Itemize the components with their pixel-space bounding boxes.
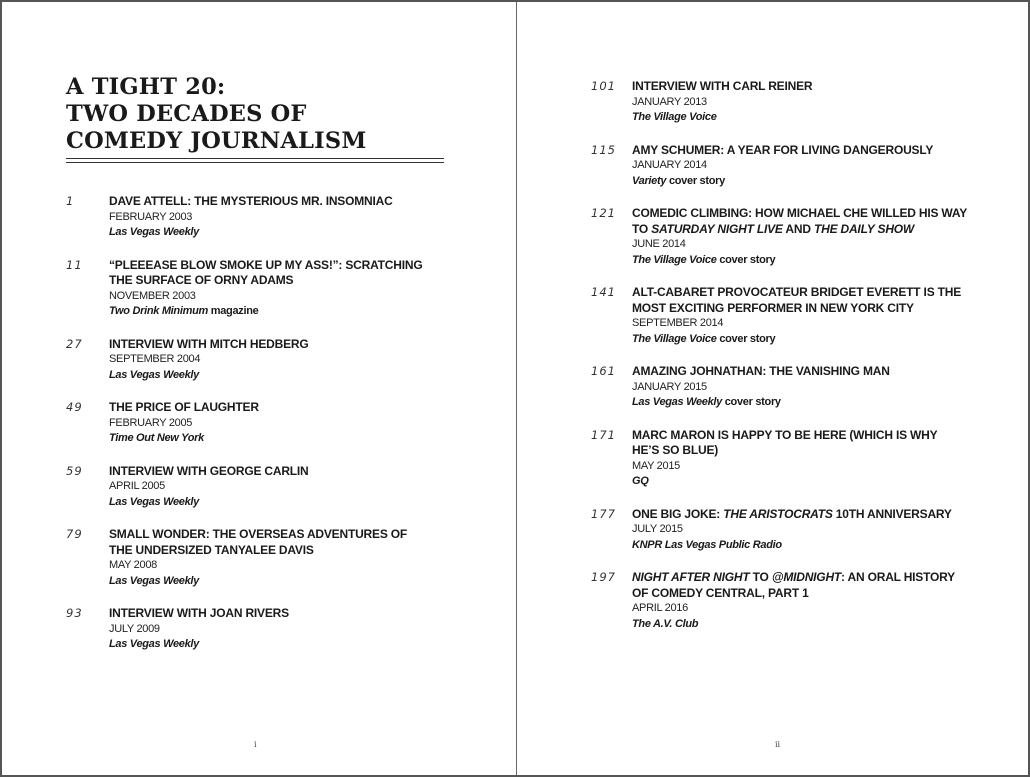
contents-entry <box>517 570 1028 632</box>
entry-publication: Las Vegas Weekly <box>109 574 199 587</box>
title-line: COMEDY JOURNALISM <box>66 128 367 154</box>
entry-body <box>109 606 429 653</box>
entry-publication: Variety <box>632 174 667 187</box>
entry-title <box>632 143 967 159</box>
entry-page-number: 101 <box>591 79 616 93</box>
entry-title-segment: : AN ORAL HISTORY OF COMEDY CENTRAL, PART 1 <box>632 570 955 600</box>
entry-page-number: 121 <box>591 206 616 220</box>
entry-publication: Two Drink Minimum <box>109 305 208 317</box>
entry-body <box>632 364 967 411</box>
entry-body <box>632 206 967 268</box>
entry-title <box>109 527 429 558</box>
entry-publication-note: magazine <box>208 305 259 317</box>
entry-body <box>109 527 429 589</box>
entry-page-number: 93 <box>66 606 83 620</box>
contents-entry <box>2 464 516 511</box>
entry-date: JULY 2015 <box>632 523 683 535</box>
entry-publication: The Village Voice <box>632 253 717 266</box>
entry-page-number: 177 <box>591 506 616 521</box>
title-line: TWO DECADES OF <box>66 101 307 127</box>
contents-list-left <box>2 194 516 670</box>
entry-publication-note: cover story <box>666 174 725 187</box>
entry-date: JUNE 2014 <box>632 238 686 250</box>
entry-title <box>109 606 429 622</box>
entry-title-italic-segment: THE ARISTOCRATS <box>723 506 833 521</box>
entry-page-number: 49 <box>66 400 83 414</box>
entry-body <box>632 285 967 347</box>
entry-date: SEPTEMBER 2014 <box>632 317 724 329</box>
entry-title-segment: “PLEEEASE BLOW SMOKE UP MY ASS!”: SCRATCHING THE SURFACE OF ORNY ADAMS <box>109 257 423 287</box>
entry-publication-note: cover story <box>721 396 781 408</box>
entry-title-segment: ONE BIG JOKE: <box>632 506 724 521</box>
contents-title <box>66 74 366 155</box>
contents-entry <box>517 507 1028 554</box>
entry-publication: The A.V. Club <box>632 617 699 630</box>
entry-title <box>632 428 967 459</box>
page-folio: ii <box>775 740 781 749</box>
entry-source <box>632 395 967 411</box>
entry-title <box>632 364 967 380</box>
contents-list-right <box>517 79 1028 649</box>
contents-entry <box>2 606 516 653</box>
right-page <box>517 2 1028 775</box>
entry-page-number: 11 <box>66 257 83 272</box>
entry-body <box>632 428 967 490</box>
entry-title-segment: THE PRICE OF LAUGHTER <box>109 400 259 414</box>
entry-title <box>109 400 429 416</box>
entry-title-segment: INTERVIEW WITH CARL REINER <box>632 79 813 93</box>
entry-title-segment: AMY SCHUMER: A YEAR FOR LIVING DANGEROUSLY <box>632 142 934 157</box>
contents-entry <box>517 285 1028 347</box>
entry-date: MAY 2008 <box>109 559 157 571</box>
entry-title-segment: INTERVIEW WITH GEORGE CARLIN <box>109 463 309 478</box>
entry-title <box>632 206 967 237</box>
entry-page-number: 141 <box>591 285 616 299</box>
entry-body <box>632 79 967 126</box>
entry-source <box>632 538 967 554</box>
entry-title <box>632 79 967 95</box>
entry-title <box>109 194 429 210</box>
entry-page-number: 79 <box>66 527 83 541</box>
entry-title-segment: MARC MARON IS HAPPY TO BE HERE (WHICH IS WHY HE’S SO BLUE) <box>632 427 938 457</box>
entry-date: APRIL 2016 <box>632 602 688 614</box>
entry-source <box>109 225 429 241</box>
entry-publication: Las Vegas Weekly <box>109 368 199 381</box>
entry-date: FEBRUARY 2005 <box>109 416 193 429</box>
entry-title <box>109 464 429 480</box>
entry-title-italic-segment: THE DAILY SHOW <box>813 221 915 236</box>
entry-publication: Las Vegas Weekly <box>632 396 722 408</box>
entry-body <box>109 194 429 241</box>
entry-title <box>109 337 429 353</box>
contents-entry <box>2 337 516 384</box>
entry-title-italic-segment: SATURDAY NIGHT LIVE <box>651 221 783 236</box>
entry-source <box>109 637 429 653</box>
entry-body <box>109 258 429 320</box>
title-double-rule <box>66 158 444 163</box>
entry-title-segment: INTERVIEW WITH JOAN RIVERS <box>109 606 289 620</box>
entry-publication: KNPR Las Vegas Public Radio <box>632 538 782 551</box>
entry-body <box>632 507 967 554</box>
title-line: A TIGHT 20: <box>66 74 226 100</box>
left-page <box>2 2 516 775</box>
entry-page-number: 27 <box>66 336 83 351</box>
entry-title <box>109 258 429 289</box>
entry-source <box>109 368 429 384</box>
entry-publication-note: cover story <box>716 253 776 266</box>
entry-page-number: 197 <box>591 570 616 584</box>
contents-entry <box>2 400 516 447</box>
entry-page-number: 59 <box>66 463 83 478</box>
entry-publication: GQ <box>632 475 649 487</box>
contents-entry <box>2 194 516 241</box>
entry-date: JANUARY 2014 <box>632 159 707 171</box>
entry-title-segment: AMAZING JOHNATHAN: THE VANISHING MAN <box>632 364 890 378</box>
entry-title-segment: TO <box>749 570 772 584</box>
entry-title <box>632 570 967 601</box>
entry-source <box>109 431 429 447</box>
entry-title-segment: COMEDIC CLIMBING: HOW MICHAEL CHE WILLED HIS WAY TO <box>632 206 967 236</box>
entry-page-number: 1 <box>66 194 75 208</box>
entry-source <box>109 304 429 320</box>
entry-date: JULY 2009 <box>109 622 160 635</box>
entry-source <box>632 253 967 269</box>
entry-source <box>632 617 967 633</box>
entry-title <box>632 285 967 316</box>
entry-body <box>632 143 967 190</box>
contents-entry <box>2 527 516 589</box>
entry-page-number: 171 <box>591 427 616 442</box>
contents-entry <box>517 79 1028 126</box>
entry-title-segment: AND <box>782 221 814 236</box>
contents-entry <box>517 428 1028 490</box>
entry-date: APRIL 2005 <box>109 480 165 492</box>
entry-date: JANUARY 2015 <box>632 380 707 393</box>
entry-publication: The Village Voice <box>632 111 717 123</box>
contents-entry <box>517 206 1028 268</box>
entry-title-italic-segment: NIGHT AFTER NIGHT <box>632 570 750 584</box>
entry-source <box>632 474 967 490</box>
entry-source <box>109 495 429 511</box>
entry-date: SEPTEMBER 2004 <box>109 353 201 365</box>
entry-title-segment: SMALL WONDER: THE OVERSEAS ADVENTURES OF THE UNDERSIZED TANYALEE DAVIS <box>109 527 408 557</box>
entry-title-segment: ALT-CABARET PROVOCATEUR BRIDGET EVERETT IS THE MOST EXCITING PERFORMER IN NEW YORK CITY <box>632 285 962 315</box>
entry-title-segment: DAVE ATTELL: THE MYSTERIOUS MR. INSOMNIAC <box>109 194 393 208</box>
entry-title <box>632 507 967 523</box>
contents-entry <box>517 143 1028 190</box>
entry-date: MAY 2015 <box>632 459 680 472</box>
entry-publication: Las Vegas Weekly <box>109 226 199 238</box>
entry-date: FEBRUARY 2003 <box>109 210 193 223</box>
entry-publication: The Village Voice <box>632 332 717 345</box>
entry-publication: Las Vegas Weekly <box>109 495 199 508</box>
entry-title-italic-segment: @MIDNIGHT <box>771 570 842 584</box>
entry-source <box>109 574 429 590</box>
contents-entry <box>2 258 516 320</box>
contents-entry <box>517 364 1028 411</box>
entry-date: NOVEMBER 2003 <box>109 289 196 302</box>
entry-source <box>632 174 967 190</box>
entry-body <box>109 400 429 447</box>
entry-page-number: 161 <box>591 364 616 378</box>
entry-publication: Las Vegas Weekly <box>109 638 199 650</box>
entry-title-segment: INTERVIEW WITH MITCH HEDBERG <box>109 336 309 351</box>
entry-body <box>632 570 967 632</box>
entry-body <box>109 464 429 511</box>
entry-body <box>109 337 429 384</box>
entry-source <box>632 332 967 348</box>
entry-page-number: 115 <box>591 142 616 157</box>
page-folio: i <box>254 740 257 749</box>
entry-title-segment: 10TH ANNIVERSARY <box>832 506 952 521</box>
entry-publication-note: cover story <box>716 332 776 345</box>
entry-source <box>632 110 967 126</box>
entry-publication: Time Out New York <box>109 432 204 444</box>
entry-date: JANUARY 2013 <box>632 95 707 108</box>
